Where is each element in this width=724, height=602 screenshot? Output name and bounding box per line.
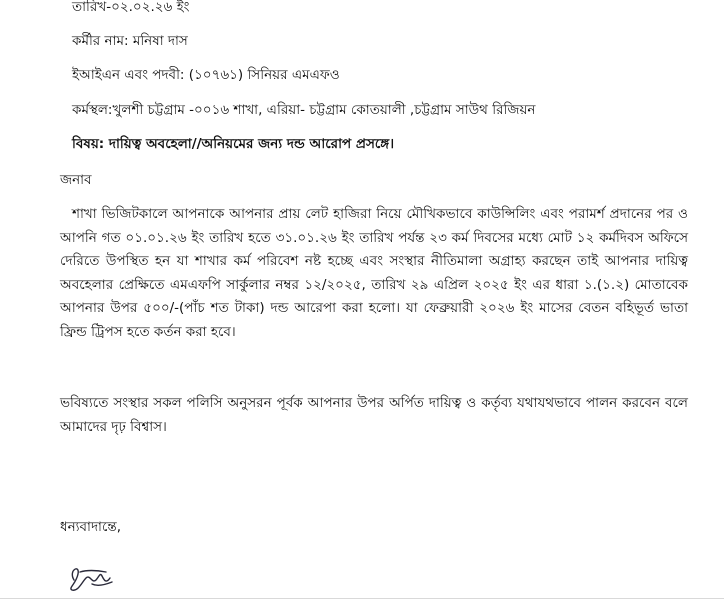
signature-image [66, 560, 116, 594]
letter-subject: বিষয়: দায়িত্ব অবহেলা//অনিয়মের জন্য দন্ড আরোপ প্রসঙ্গে। [72, 136, 395, 152]
letter-date: তারিখ-০২.০২.২৬ ইং [72, 0, 190, 15]
letter-salutation: জনাব [60, 172, 92, 188]
employee-workplace: কর্মস্থল:খুলশী চট্টগ্রাম -০০১৬ শাখা, এরিয়া- চট্টগ্রাম কোতয়ালী ,চট্টগ্রাম সাউথ রিজিয়ন [72, 102, 536, 118]
letter-body-paragraph-2: ভবিষ্যতে সংস্থার সকল পলিসি অনুসরন পূর্বক আপনার উপর অর্পিত দায়িত্ব ও কর্তৃব্য যথাযথভাবে পালন করবেন বলে আমাদের দৃঢ় বিশ্বাস। [60, 395, 688, 435]
letter-closing: ধন্যবাদান্তে, [60, 519, 121, 535]
employee-name: কর্মীর নাম: মনিষা দাস [72, 33, 188, 49]
page-bottom-rule [0, 598, 724, 599]
letter-body-paragraph-1: শাখা ভিজিটকালে আপনাকে আপনার প্রায় লেট হাজিরা নিয়ে মৌখিকভাবে কাউন্সিলিং এবং পরামর্শ প্রদানের পর ও আপনি গত ০১.০১.২৬ ইং তারিখ হতে ৩১.০১.২৬ ইং তারিখ পর্যন্ত ২৩ কর্ম দিবসের মধ্যে মোট ১২ কর্মদিবস অফিসে দেরিতে উপস্থিত হন যা শাখার কর্ম পরিবেশ নষ্ট হচ্ছে এবং সংস্থার নীতিমালা অগ্রাহ্য করছেন তাই আপনার দায়িত্ব অবহেলার প্রেক্ষিতে এমএফপি সার্কুলার নম্বর ১২/২০২৫, তারিখ ২৯ এপ্রিল ২০২৫ ইং এর ধারা ১.(১.২) মোতাবেক আপনার উপর ৫০০/-(পাঁচ শত টাকা) দন্ড আরেপা করা হলো। যা ফেব্রুয়ারী ২০২৬ ইং মাসের বেতন বহিভূর্ত ভাতা ফ্রিন্ড ট্রিপস হতে কর্তন করা হবে। [60, 206, 688, 340]
employee-ein-designation: ইআইএন এবং পদবী: (১০৭৬১) সিনিয়র এমএফও [72, 67, 340, 83]
